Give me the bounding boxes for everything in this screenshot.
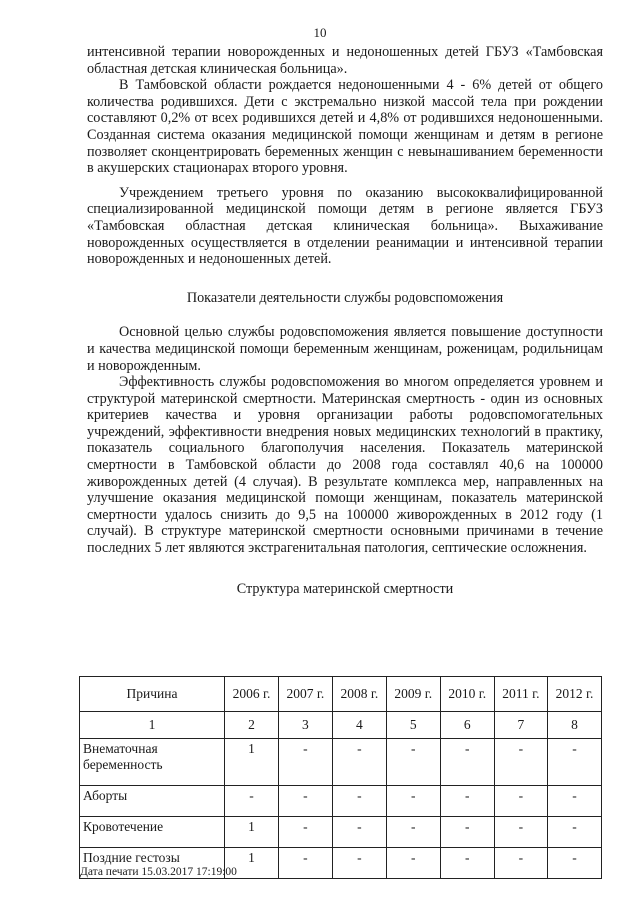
header-cell: 2006 г. bbox=[225, 677, 279, 712]
header-cell: 2007 г. bbox=[278, 677, 332, 712]
table-row bbox=[80, 786, 602, 817]
column-number: 6 bbox=[440, 712, 494, 739]
paragraph: В Тамбовской области рождается недоношенными 4 - 6% детей от общего количества родившихся. Дети с экстремально низкой массой тела при рождении составляют 0,2% от всех родившихся детей и 4,8% от родившихся недоношенными. Созданная система оказания медицинской помощи женщинам и детям в регионе позволяет сконцентрировать беременных женщин с невынашиванием беременности в акушерских стационарах второго уровня. bbox=[87, 77, 603, 177]
print-date-footer: Дата печати 15.03.2017 17:19:00 bbox=[80, 866, 237, 878]
table-cell: - bbox=[440, 739, 494, 786]
table-cell: - bbox=[278, 848, 332, 879]
table-cell: - bbox=[332, 739, 386, 786]
table-cell: - bbox=[386, 848, 440, 879]
table-cell: - bbox=[494, 739, 547, 786]
table-cell: 1 bbox=[225, 739, 279, 786]
header-cell: 2012 г. bbox=[548, 677, 602, 712]
header-cell: 2011 г. bbox=[494, 677, 547, 712]
header-cell: 2010 г. bbox=[440, 677, 494, 712]
table-row bbox=[80, 817, 602, 848]
cause-cell: Аборты bbox=[80, 786, 225, 817]
cause-cell: Поздние гестозы bbox=[80, 848, 225, 879]
column-number: 8 bbox=[548, 712, 602, 739]
table-title: Структура материнской смертности bbox=[236, 580, 454, 597]
document-body bbox=[87, 44, 603, 611]
table-cell: - bbox=[332, 817, 386, 848]
table-cell: - bbox=[225, 786, 279, 817]
table-cell: 1 bbox=[225, 848, 279, 879]
paragraph: Основной целью службы родовспоможения является повышение доступности и качества медицинской помощи беременным женщинам, роженицам, родильницам и новорожденным. bbox=[87, 324, 603, 374]
column-number-row bbox=[80, 712, 602, 739]
table-cell: - bbox=[548, 848, 602, 879]
table-cell: - bbox=[278, 817, 332, 848]
column-number: 4 bbox=[332, 712, 386, 739]
table-cell: - bbox=[386, 786, 440, 817]
table-cell: 1 bbox=[225, 817, 279, 848]
table-row bbox=[80, 739, 602, 786]
cause-cell: Внематочная беременность bbox=[80, 739, 225, 786]
column-number: 5 bbox=[386, 712, 440, 739]
table-cell: - bbox=[548, 739, 602, 786]
table-cell: - bbox=[494, 848, 547, 879]
table-cell: - bbox=[332, 848, 386, 879]
table-header-row bbox=[80, 677, 602, 712]
table-cell: - bbox=[440, 848, 494, 879]
mortality-table bbox=[79, 676, 602, 879]
header-cell: 2009 г. bbox=[386, 677, 440, 712]
header-cell: Причина bbox=[80, 677, 225, 712]
column-number: 1 bbox=[80, 712, 225, 739]
table-cell: - bbox=[440, 817, 494, 848]
page-number: 10 bbox=[313, 25, 327, 40]
paragraph: Эффективность службы родовспоможения во многом определяется уровнем и структурой материнской смертности. Материнская смертность - один из основных критериев качества и уровня организации работы родовспомогательных учреждений, эффективности внедрения новых медицинских технологий в практику, показатель социального благополучия населения. Показатель материнской смертности в Тамбовской области до 2008 года составлял 40,6 на 100000 живорожденных детей (4 случая). В результате комплекса мер, направленных на улучшение оказания медицинской помощи женщинам, показатель материнской смертности удалось снизить до 9,5 на 100000 живорожденных в 2012 году (1 случай). В структуре материнской смертности основными причинами в течение последних 5 лет являются экстрагенитальная патология, септические осложнения. bbox=[87, 374, 603, 557]
section-heading: Показатели деятельности службы родовспоможения bbox=[186, 289, 504, 306]
column-number: 2 bbox=[225, 712, 279, 739]
table-cell: - bbox=[494, 817, 547, 848]
column-number: 7 bbox=[494, 712, 547, 739]
table-cell: - bbox=[278, 786, 332, 817]
paragraph: Учреждением третьего уровня по оказанию высококвалифицированной специализированной медицинской помощи детям в регионе является ГБУЗ «Тамбовская областная детская клиническая больница». Выхаживание новорожденных осуществляется в отделении реанимации и интенсивной терапии новорожденных и недоношенных детей. bbox=[87, 184, 603, 268]
table-cell: - bbox=[332, 786, 386, 817]
header-cell: 2008 г. bbox=[332, 677, 386, 712]
table-cell: - bbox=[494, 786, 547, 817]
table-cell: - bbox=[548, 817, 602, 848]
paragraph: интенсивной терапии новорожденных и недоношенных детей ГБУЗ «Тамбовская областная детская клиническая больница». bbox=[87, 44, 603, 77]
cause-cell: Кровотечение bbox=[80, 817, 225, 848]
table-cell: - bbox=[440, 786, 494, 817]
table-cell: - bbox=[386, 817, 440, 848]
column-number: 3 bbox=[278, 712, 332, 739]
table-cell: - bbox=[548, 786, 602, 817]
table-cell: - bbox=[386, 739, 440, 786]
table-cell: - bbox=[278, 739, 332, 786]
